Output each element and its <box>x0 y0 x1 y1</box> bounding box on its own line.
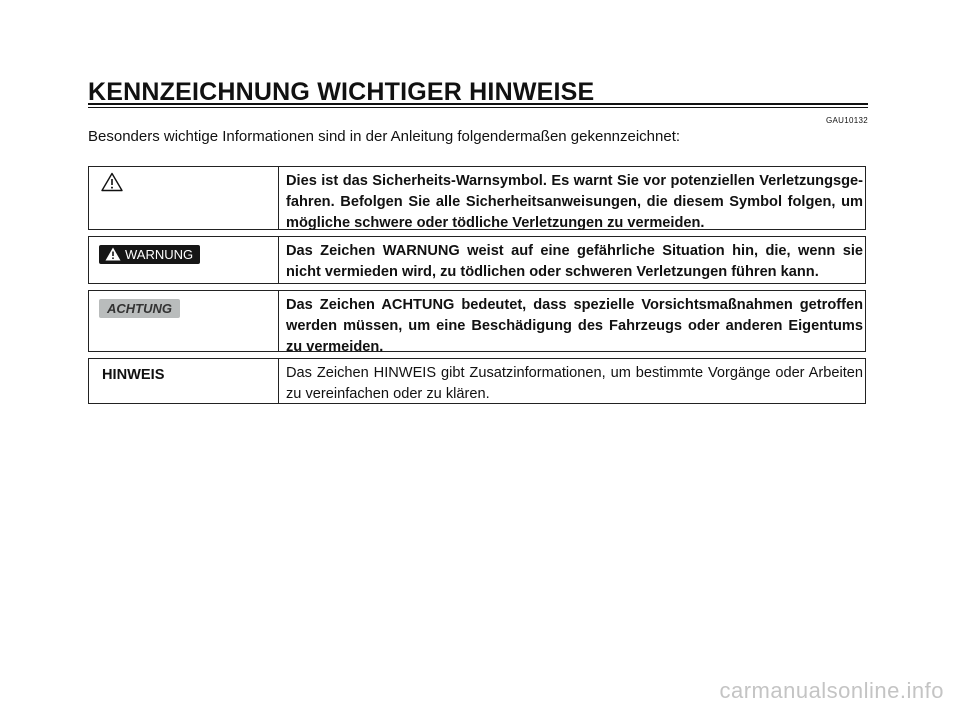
intro-text: Besonders wichtige Informationen sind in der Anleitung folgendermaßen gekennzeichnet: <box>88 128 681 145</box>
notice-description: Dies ist das Sicherheits-Warnsymbol. Es warnt Sie vor potenziellen Verletzungsge- fahren. Befolgen Sie alle Sicherheitsanweisungen, die diesem Symbol folgen, um mögliche schwere oder tödliche Verletzungen zu vermeiden. <box>286 173 863 231</box>
warnung-label: WARNUNG <box>125 247 194 262</box>
notice-row-warnung <box>88 236 866 284</box>
notice-description: Das Zeichen ACHTUNG bedeutet, dass spezielle Vorsichtsmaßnahmen getroffen werden müssen, um eine Beschädigung des Fahrzeugs oder anderen Eigentums zu vermeiden. <box>286 297 863 355</box>
title-divider <box>88 103 868 108</box>
notice-label-cell <box>89 291 279 351</box>
notice-row-hinweis <box>88 358 866 404</box>
warnung-badge <box>99 245 200 264</box>
notice-label-cell <box>89 359 279 403</box>
notice-label-cell <box>89 237 279 283</box>
watermark: carmanualsonline.info <box>719 678 944 703</box>
warning-triangle-icon <box>105 247 121 261</box>
document-code: GAU10132 <box>826 116 868 125</box>
notice-description: Das Zeichen WARNUNG weist auf eine gefährliche Situation hin, die, wenn sie nicht vermieden wird, zu tödlichen oder schweren Verletzungen führen kann. <box>286 243 863 280</box>
notice-row-safety-symbol <box>88 166 866 230</box>
notice-description: Das Zeichen HINWEIS gibt Zusatzinformationen, um bestimmte Vorgänge oder Arbeiten zu vereinfachen oder zu klären. <box>286 365 863 402</box>
hinweis-label: HINWEIS <box>102 367 165 383</box>
notice-row-achtung <box>88 290 866 355</box>
warning-triangle-icon <box>101 172 123 197</box>
achtung-badge: ACHTUNG <box>99 299 180 318</box>
notice-symbol-cell <box>89 167 279 229</box>
page-title: KENNZEICHNUNG WICHTIGER HINWEISE <box>88 78 595 106</box>
